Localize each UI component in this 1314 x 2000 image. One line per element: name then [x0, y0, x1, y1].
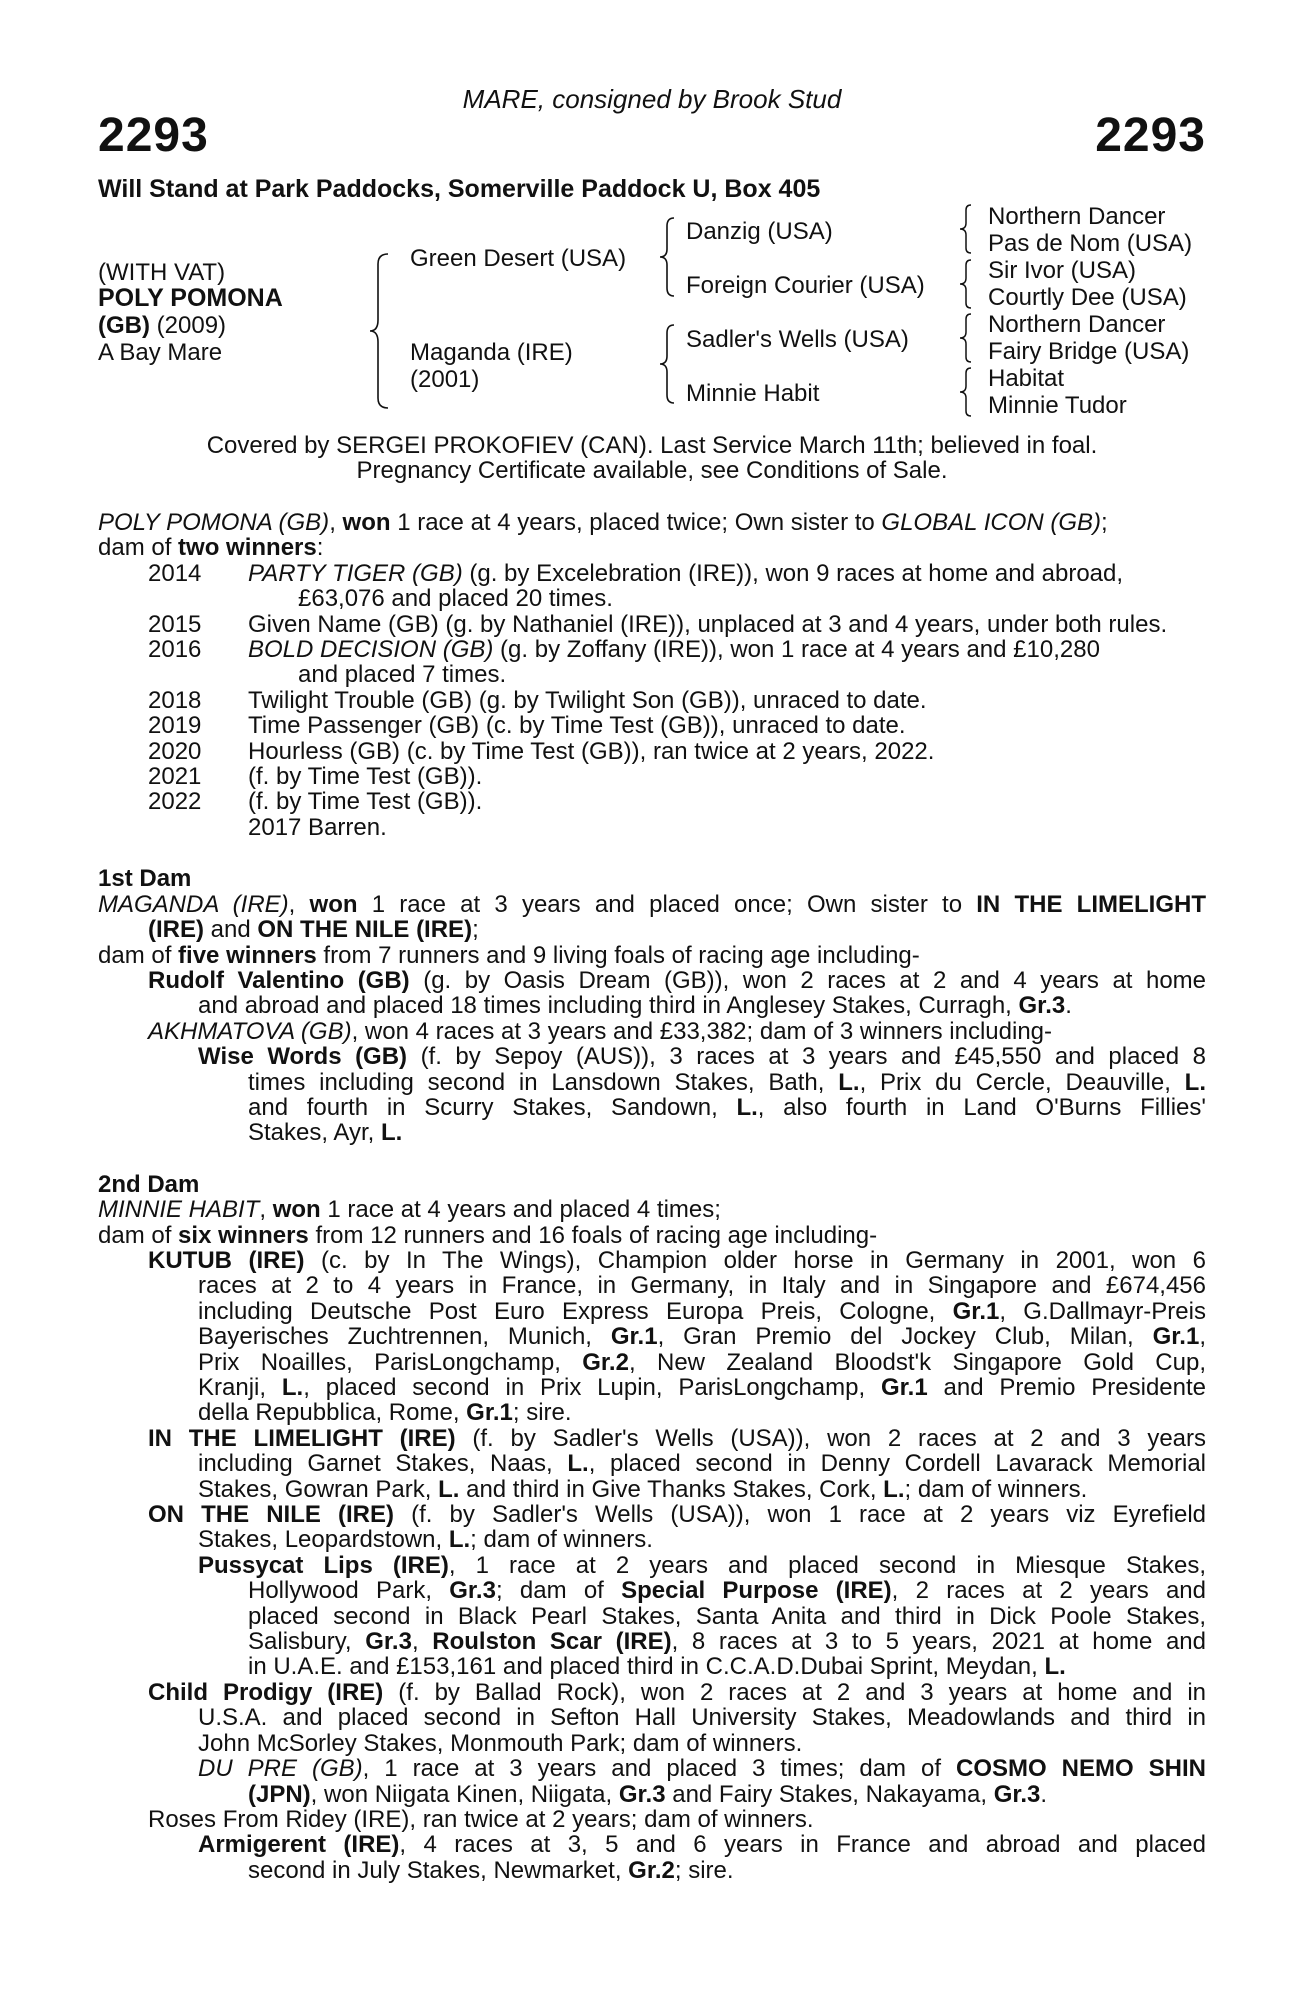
child-prodigy-entry: John McSorley Stakes, Monmouth Park; dam of winners. — [198, 1729, 803, 1757]
rudolf-valentino-entry: and abroad and placed 18 times including third in Anglesey Stakes, Curragh, Gr.3. — [198, 992, 1072, 1020]
grandparent-5: Northern Dancer — [988, 311, 1166, 338]
pedigree-brace-1 — [368, 252, 392, 410]
on-the-nile-entry: ON THE NILE (IRE) (f. by Sadler's Wells (USA)), won 1 race at 2 years viz Eyrefield — [148, 1501, 1207, 1529]
pedigree-brace-2 — [658, 216, 678, 298]
armigerent-entry: second in July Stakes, Newmarket, Gr.2; sire. — [248, 1856, 734, 1884]
produce-row: 2019 Time Passenger (GB) (c. by Time Test (GB)), unraced to date. — [148, 712, 906, 740]
kutub-entry: KUTUB (IRE) (c. by In The Wings), Champion older horse in Germany in 2001, won 6 — [148, 1246, 1206, 1274]
du-pre-entry: DU PRE (GB), 1 race at 3 years and placed 3 times; dam of COSMO NEMO SHIN — [198, 1755, 1207, 1783]
first-dam-line: dam of five winners from 7 runners and 9 living foals of racing age including- — [98, 941, 920, 969]
child-prodigy-entry: U.S.A. and placed second in Sefton Hall University Stakes, Meadowlands and third in — [198, 1704, 1206, 1732]
in-the-limelight-entry: Stakes, Gowran Park, L. and third in Give Thanks Stakes, Cork, L.; dam of winners. — [198, 1475, 1088, 1503]
wise-words-entry: Wise Words (GB) (f. by Sepoy (AUS)), 3 races at 3 years and £45,550 and placed 8 — [198, 1043, 1206, 1071]
produce-row: 2020 Hourless (GB) (c. by Time Test (GB)), ran twice at 2 years, 2022. — [148, 737, 935, 765]
wise-words-entry: Stakes, Ayr, L. — [248, 1119, 403, 1147]
produce-row: 2022 (f. by Time Test (GB)). — [148, 788, 483, 816]
on-the-nile-entry: Stakes, Leopardstown, L.; dam of winners. — [198, 1526, 653, 1554]
du-pre-entry: (JPN), won Niigata Kinen, Niigata, Gr.3 and Fairy Stakes, Nakayama, Gr.3. — [248, 1780, 1048, 1808]
kutub-entry: Bayerisches Zuchtrennen, Munich, Gr.1, Gran Premio del Jockey Club, Milan, Gr.1, — [198, 1323, 1206, 1351]
dam-sire: Sadler's Wells (USA) — [686, 326, 909, 353]
second-dam-heading: 2nd Dam — [98, 1170, 200, 1198]
first-dam-line: MAGANDA (IRE), won 1 race at 3 years and placed once; Own sister to IN THE LIMELIGHT — [98, 890, 1206, 918]
grandparent-4: Courtly Dee (USA) — [988, 284, 1187, 311]
horse-origin: (GB) (2009) — [98, 312, 227, 339]
intro-line-1: POLY POMONA (GB), won 1 race at 4 years, placed twice; Own sister to GLOBAL ICON (GB); — [98, 509, 1108, 536]
horse-description: A Bay Mare — [98, 339, 223, 366]
pussycat-lips-entry: Salisbury, Gr.3, Roulston Scar (IRE), 8 races at 3 to 5 years, 2021 at home and — [248, 1628, 1206, 1656]
stabling-line: Will Stand at Park Paddocks, Somerville Paddock U, Box 405 — [98, 175, 821, 203]
horse-name: POLY POMONA — [98, 284, 283, 312]
consignor-line: MARE, consigned by Brook Stud — [462, 84, 842, 114]
kutub-entry: including Deutsche Post Euro Express Europa Preis, Cologne, Gr.1, G.Dallmayr-Preis — [198, 1297, 1206, 1325]
first-dam-line: (IRE) and ON THE NILE (IRE); — [148, 916, 479, 944]
produce-row: 2015 Given Name (GB) (g. by Nathaniel (IRE)), unplaced at 3 and 4 years, under both rules. — [148, 610, 1168, 638]
first-dam-heading: 1st Dam — [98, 865, 192, 893]
grandparent-3: Sir Ivor (USA) — [988, 257, 1137, 284]
in-the-limelight-entry: IN THE LIMELIGHT (IRE) (f. by Sadler's Wells (USA)), won 2 races at 2 and 3 years — [148, 1424, 1207, 1452]
produce-row: 2018 Twilight Trouble (GB) (g. by Twilight Son (GB)), unraced to date. — [148, 686, 927, 714]
pussycat-lips-entry: Pussycat Lips (IRE), 1 race at 2 years and placed second in Miesque Stakes, — [198, 1551, 1206, 1579]
produce-row: 2021 (f. by Time Test (GB)). — [148, 763, 483, 791]
kutub-entry: races at 2 to 4 years in France, in Germany, in Italy and in Singapore and £674,456 — [198, 1272, 1206, 1300]
lot-number-right: 2293 — [1095, 109, 1206, 162]
covered-note: Covered by SERGEI PROKOFIEV (CAN). Last Service March 11th; believed in foal. Pregnancy Certificate available, see Conditions of Sale. — [206, 432, 1098, 484]
produce-row: 2016 BOLD DECISION (GB) (g. by Zoffany (IRE)), won 1 race at 4 years and £10,280 — [148, 636, 1100, 664]
grandparent-8: Minnie Tudor — [988, 392, 1127, 419]
rudolf-valentino-entry: Rudolf Valentino (GB) (g. by Oasis Dream (GB)), won 2 races at 2 and 4 years at home — [148, 966, 1207, 994]
dam-dam: Minnie Habit — [686, 380, 820, 407]
dam: Maganda (IRE) — [410, 339, 573, 366]
wise-words-entry: times including second in Lansdown Stakes, Bath, L., Prix du Cercle, Deauville, L. — [248, 1068, 1206, 1096]
grandparent-6: Fairy Bridge (USA) — [988, 338, 1190, 365]
catalogue-body — [98, 510, 1206, 1883]
in-the-limelight-entry: including Garnet Stakes, Naas, L., placed second in Denny Cordell Lavarack Memorial — [198, 1450, 1207, 1478]
wise-words-entry: and fourth in Scurry Stakes, Sandown, L., also fourth in Land O'Burns Fillies' — [248, 1093, 1206, 1121]
vat-note: (WITH VAT) — [98, 259, 226, 286]
produce-row: 2017 Barren. — [248, 813, 387, 841]
sire-dam: Foreign Courier (USA) — [686, 272, 925, 299]
armigerent-entry: Armigerent (IRE), 4 races at 3, 5 and 6 years in France and abroad and placed — [198, 1831, 1206, 1859]
dam-year: (2001) — [410, 366, 480, 393]
second-dam-line: MINNIE HABIT, won 1 race at 4 years and placed 4 times; — [98, 1196, 721, 1224]
akhmatova-entry: AKHMATOVA (GB), won 4 races at 3 years and £33,382; dam of 3 winners including- — [148, 1017, 1052, 1045]
second-dam-line: dam of six winners from 12 runners and 16 foals of racing age including- — [98, 1221, 878, 1249]
produce-row-cont: and placed 7 times. — [298, 661, 507, 689]
pussycat-lips-entry: placed second in Black Pearl Stakes, Santa Anita and third in Dick Poole Stakes, — [248, 1602, 1206, 1630]
catalogue-page — [98, 0, 1206, 2000]
pussycat-lips-entry: in U.A.E. and £153,161 and placed third in C.C.A.D.Dubai Sprint, Meydan, L. — [248, 1653, 1066, 1681]
sire-sire: Danzig (USA) — [686, 218, 833, 245]
pussycat-lips-entry: Hollywood Park, Gr.3; dam of Special Purpose (IRE), 2 races at 2 years and — [248, 1577, 1206, 1605]
child-prodigy-entry: Child Prodigy (IRE) (f. by Ballad Rock), won 2 races at 2 and 3 years at home and in — [148, 1678, 1206, 1706]
produce-row-cont: £63,076 and placed 20 times. — [298, 585, 613, 613]
grandparent-2: Pas de Nom (USA) — [988, 230, 1193, 257]
lot-number-left: 2293 — [98, 109, 209, 162]
intro-line-2: dam of two winners: — [98, 534, 324, 562]
kutub-entry: Prix Noailles, ParisLongchamp, Gr.2, New Zealand Bloodst'k Singapore Gold Cup, — [198, 1348, 1206, 1376]
grandparent-7: Habitat — [988, 365, 1065, 392]
pedigree-brace-4 — [958, 203, 974, 423]
sire: Green Desert (USA) — [410, 245, 627, 272]
kutub-entry: Kranji, L., placed second in Prix Lupin, ParisLongchamp, Gr.1 and Premio Presidente — [198, 1374, 1207, 1401]
pedigree-brace-3 — [658, 323, 678, 405]
grandparent-1: Northern Dancer — [988, 203, 1166, 230]
produce-row: 2014 PARTY TIGER (GB) (g. by Excelebration (IRE)), won 9 races at home and abroad, — [148, 559, 1124, 587]
roses-from-ridey-entry: Roses From Ridey (IRE), ran twice at 2 years; dam of winners. — [148, 1805, 814, 1833]
kutub-entry: della Repubblica, Rome, Gr.1; sire. — [198, 1399, 572, 1427]
